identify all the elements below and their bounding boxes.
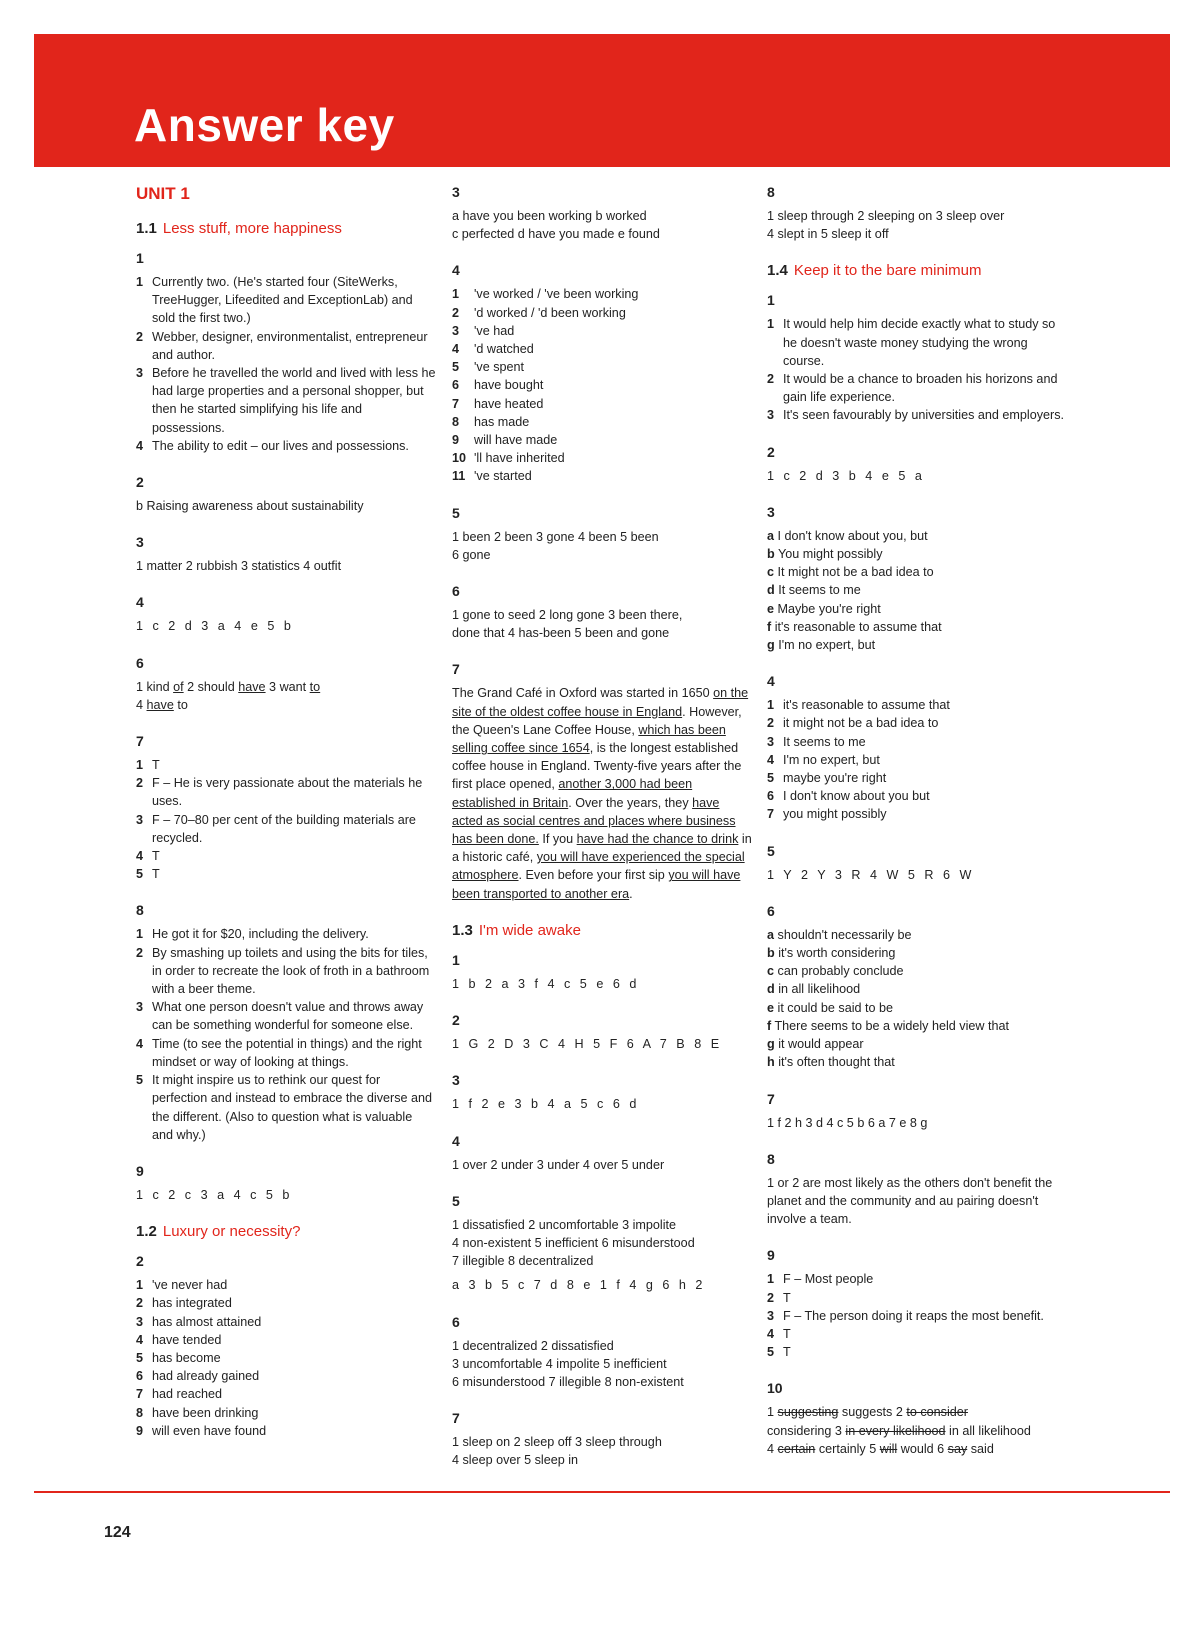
answer-line: 1 c 2 d 3 b 4 e 5 a (767, 468, 922, 483)
page-number: 124 (104, 1524, 131, 1541)
list-item: 1 've never had (136, 1278, 228, 1293)
exercise-number: 3 (452, 1072, 460, 1089)
answer-line: g it would appear (767, 1037, 864, 1052)
section-1-4-heading (767, 261, 1067, 281)
page-title: Answer key (134, 99, 395, 151)
list-item: 4 'd watched (452, 342, 534, 357)
list-item: 5 has become (136, 1350, 221, 1365)
list-item: 1 T (136, 758, 160, 773)
exercise-number: 6 (452, 583, 460, 600)
answer-line: done that 4 has-been 5 been and gone (452, 626, 670, 641)
list-item: 3 Before he travelled the world and lived with less he had large properties and a personal shopper, but then he started simplifying his life and possessions. (136, 366, 436, 435)
answer-line: 1 Y 2 Y 3 R 4 W 5 R 6 W (767, 867, 972, 882)
answer-line: 4 have to (136, 697, 188, 712)
list-item: 2 It would be a chance to broaden his horizons and gain life experience. (767, 372, 1058, 405)
list-item: 1 It would help him decide exactly what to study so he doesn't waste money studying the wrong course. (767, 317, 1056, 368)
answer-line: 7 illegible 8 decentralized (452, 1254, 594, 1269)
answer-line: 6 gone (452, 547, 491, 562)
list-item: 6 I don't know about you but (767, 789, 930, 804)
list-item: 5 T (136, 867, 160, 882)
answer-line: 1 sleep on 2 sleep off 3 sleep through (452, 1435, 662, 1450)
answer-line: g I'm no expert, but (767, 638, 876, 653)
exercise-number: 8 (767, 184, 775, 200)
answer-line: 1 f 2 e 3 b 4 a 5 c 6 d (452, 1097, 637, 1112)
section-number: 1.3 (452, 921, 473, 939)
list-item: 3 F – 70–80 per cent of the building materials are recycled. (136, 812, 416, 845)
answer-line: 1 c 2 d 3 a 4 e 5 b (136, 619, 291, 634)
answer-line: considering 3 in every likelihood in all likelihood (767, 1423, 1031, 1438)
answer-paragraph: 1 or 2 are most likely as the others don't benefit the planet and the community and au pairing doesn't involve a team. (767, 1175, 1053, 1227)
section-title: Luxury or necessity? (162, 1223, 301, 1241)
exercise-number: 1 (136, 250, 144, 266)
answer-line: b You might possibly (767, 547, 883, 562)
list-item: 4 have tended (136, 1332, 222, 1347)
list-item: 11 've started (452, 469, 532, 484)
section-title: I'm wide awake (478, 921, 581, 939)
exercise-number: 2 (767, 443, 775, 460)
exercise-number: 6 (452, 1313, 460, 1330)
list-item: 2 F – He is very passionate about the materials he uses. (136, 776, 423, 809)
list-item: 2 it might not be a bad idea to (767, 716, 939, 731)
answer-list (452, 285, 752, 485)
answer-line: a have you been working b worked (452, 209, 647, 223)
section-number: 1.2 (136, 1223, 157, 1241)
answer-list (767, 696, 1067, 823)
exercise-number: 1 (767, 292, 775, 309)
exercise-number: 4 (136, 594, 144, 611)
list-item: 5 It might inspire us to rethink our quest for perfection and instead to embrace the diverse and the different. (Also to question what is valuable and why.) (136, 1073, 433, 1142)
answer-line: 4 non-existent 5 inefficient 6 misunderstood (452, 1235, 695, 1250)
answer-line: 1 suggesting suggests 2 to consider (767, 1405, 968, 1420)
answer-line: 1 over 2 under 3 under 4 over 5 under (452, 1157, 665, 1172)
answer-line: 4 sleep over 5 sleep in (452, 1453, 579, 1468)
list-item: 5 've spent (452, 360, 525, 375)
exercise-number: 4 (452, 1132, 460, 1149)
list-item: 9 will have made (452, 433, 558, 448)
list-item: 3 It's seen favourably by universities and employers. (767, 408, 1065, 423)
list-item: 8 has made (452, 414, 530, 429)
exercise-number: 4 (452, 262, 460, 279)
exercise-number: 4 (767, 673, 775, 690)
section-1-1-heading (136, 219, 436, 239)
list-item: 1 He got it for $20, including the delivery. (136, 927, 369, 942)
exercise-number: 3 (767, 503, 775, 520)
list-item: 9 will even have found (136, 1423, 267, 1438)
answer-line: c It might not be a bad idea to (767, 565, 934, 580)
list-item: 2 has integrated (136, 1296, 232, 1311)
answer-line: 1 been 2 been 3 gone 4 been 5 been (452, 529, 659, 544)
answer-line: e Maybe you're right (767, 601, 881, 616)
list-item: 1 've worked / 've been working (452, 287, 639, 302)
section-1-2-heading (136, 1222, 436, 1242)
exercise-number: 7 (767, 1090, 775, 1107)
answer-line: 1 sleep through 2 sleeping on 3 sleep over (767, 209, 1005, 223)
list-item: 2 T (767, 1290, 791, 1305)
exercise-number: 5 (767, 842, 775, 859)
answer-list (136, 925, 436, 1143)
exercise-number: 5 (452, 504, 460, 521)
list-item: 3 What one person doesn't value and throws away can be something wonderful for someone else. (136, 1000, 424, 1033)
section-number: 1.4 (767, 262, 788, 280)
list-item: 4 Time (to see the potential in things) and the right mindset or way of looking at things. (136, 1036, 422, 1069)
list-item: 6 had already gained (136, 1369, 260, 1384)
list-item: 3 've had (452, 323, 515, 338)
column-3 (767, 183, 1067, 1458)
answer-line: h it's often thought that (767, 1055, 895, 1070)
list-item: 2 By smashing up toilets and using the bits for tiles, in order to recreate the look of froth in a bathroom with a beer theme. (136, 945, 430, 997)
list-item: 2 Webber, designer, environmentalist, entrepreneur and author. (136, 329, 428, 362)
exercise-number: 8 (136, 902, 144, 919)
answer-line: a I don't know about you, but (767, 528, 928, 543)
answer-line: 1 matter 2 rubbish 3 statistics 4 outfit (136, 559, 342, 574)
exercise-number: 2 (452, 1012, 460, 1029)
answer-line: f it's reasonable to assume that (767, 619, 942, 634)
column-1 (136, 183, 436, 1440)
list-item: 4 T (767, 1326, 791, 1341)
exercise-number: 6 (767, 902, 775, 919)
answer-line: d It seems to me (767, 583, 861, 598)
answer-list (136, 273, 436, 455)
list-item: 2 'd worked / 'd been working (452, 305, 626, 320)
answer-line: 1 c 2 c 3 a 4 c 5 b (136, 1187, 290, 1202)
answer-line: a shouldn't necessarily be (767, 927, 912, 942)
footer-rule (34, 1491, 1170, 1493)
list-item: 5 T (767, 1345, 791, 1360)
exercise-number: 3 (136, 534, 144, 551)
exercise-number: 6 (136, 654, 144, 671)
list-item: 1 it's reasonable to assume that (767, 698, 950, 713)
exercise-number: 7 (136, 733, 144, 750)
list-item: 4 I'm no expert, but (767, 752, 880, 767)
answer-line: 1 gone to seed 2 long gone 3 been there, (452, 608, 683, 623)
answer-line: c can probably conclude (767, 964, 904, 979)
exercise-number: 1 (452, 951, 460, 968)
answer-line: 1 b 2 a 3 f 4 c 5 e 6 d (452, 976, 637, 991)
list-item: 6 have bought (452, 378, 544, 393)
exercise-number: 2 (136, 474, 144, 491)
answer-line: d in all likelihood (767, 982, 861, 997)
answer-line: 1 dissatisfied 2 uncomfortable 3 impolite (452, 1217, 677, 1232)
list-item: 3 F – The person doing it reaps the most benefit. (767, 1308, 1044, 1323)
answer-line: 1 f 2 h 3 d 4 c 5 b 6 a 7 e 8 g (767, 1115, 928, 1130)
header-banner (34, 34, 1170, 167)
exercise-number: 2 (136, 1253, 144, 1270)
answer-paragraph: The Grand Café in Oxford was started in 1650 on the site of the oldest coffee house in England. However, the Queen's Lane Coffee House, which has been selling coffee since 1654, is the longest established coffee house in England. Twenty-five years after the first place opened, another 3,000 had been established in Britain. Over the years, they have acted as social centres and places where business has been done. If you have had the chance to drink in a historic café, you will have experienced the special atmosphere. Even before your first sip you will have been transported to another era. (452, 686, 752, 901)
answer-line: b Raising awareness about sustainability (136, 499, 364, 514)
list-item: 8 have been drinking (136, 1405, 259, 1420)
answer-line: 1 G 2 D 3 C 4 H 5 F 6 A 7 B 8 E (452, 1037, 720, 1052)
answer-list (136, 1276, 436, 1440)
answer-line: 3 uncomfortable 4 impolite 5 inefficient (452, 1356, 667, 1371)
answer-line: 4 certain certainly 5 will would 6 say said (767, 1441, 994, 1456)
answer-line: 4 slept in 5 sleep it off (767, 227, 889, 242)
answer-line: c perfected d have you made e found (452, 227, 660, 242)
answer-list (767, 315, 1067, 424)
exercise-number: 7 (452, 661, 460, 678)
section-title: Keep it to the bare minimum (793, 262, 982, 280)
answer-list (767, 1270, 1067, 1361)
answer-line: e it could be said to be (767, 1000, 894, 1015)
answer-line: b it's worth considering (767, 946, 896, 961)
list-item: 4 T (136, 849, 160, 864)
exercise-number: 5 (452, 1192, 460, 1209)
answer-line: a 3 b 5 c 7 d 8 e 1 f 4 g 6 h 2 (452, 1278, 703, 1293)
list-item: 7 have heated (452, 396, 544, 411)
exercise-number: 3 (452, 184, 460, 200)
list-item: 1 F – Most people (767, 1272, 874, 1287)
list-item: 5 maybe you're right (767, 771, 887, 786)
answer-line: 6 misunderstood 7 illegible 8 non-existent (452, 1374, 684, 1389)
list-item: 3 It seems to me (767, 734, 866, 749)
section-title: Less stuff, more happiness (162, 220, 342, 237)
answer-line: 1 decentralized 2 dissatisfied (452, 1338, 614, 1353)
answer-line: f There seems to be a widely held view that (767, 1018, 1009, 1033)
exercise-number: 9 (136, 1162, 144, 1179)
list-item: 1 Currently two. (He's started four (SiteWerks, TreeHugger, Lifeedited and ExceptionLab) and sold the first two.) (136, 275, 413, 326)
list-item: 4 The ability to edit – our lives and possessions. (136, 438, 409, 453)
exercise-number: 7 (452, 1410, 460, 1427)
exercise-number: 8 (767, 1150, 775, 1167)
list-item: 3 has almost attained (136, 1314, 262, 1329)
column-2 (452, 183, 752, 1470)
list-item: 7 had reached (136, 1387, 223, 1402)
list-item: 7 you might possibly (767, 807, 887, 822)
exercise-number: 9 (767, 1247, 775, 1264)
section-number: 1.1 (136, 220, 157, 237)
section-1-3-heading (452, 921, 752, 941)
list-item: 10 'll have inherited (452, 451, 565, 466)
exercise-number: 10 (767, 1380, 783, 1397)
answer-line: 1 kind of 2 should have 3 want to (136, 679, 321, 694)
answer-list (136, 756, 436, 883)
unit-heading: UNIT 1 (136, 184, 190, 203)
